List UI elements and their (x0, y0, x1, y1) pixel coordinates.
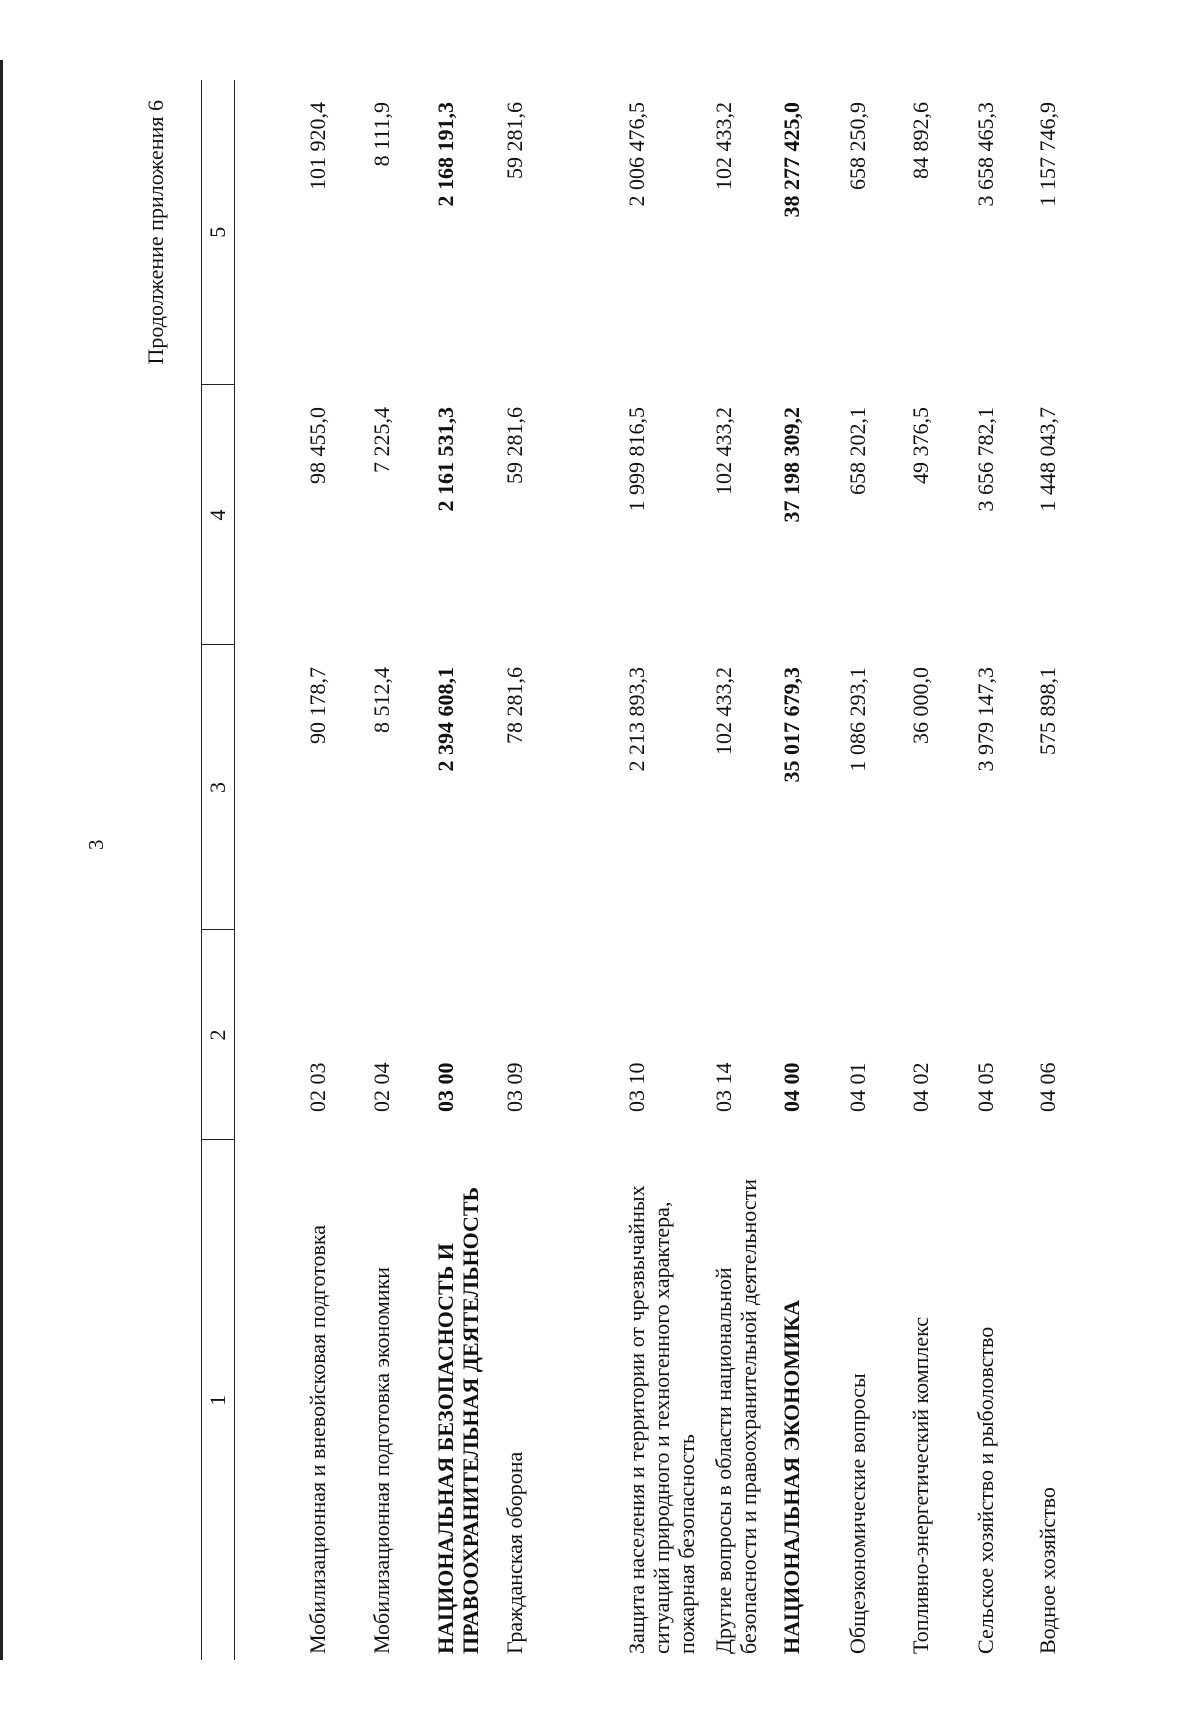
row-value-3: 2 394 608,1 (433, 667, 458, 772)
row-code: 03 09 (502, 1062, 527, 1112)
row-value-5: 38 277 425,0 (779, 102, 804, 218)
row-code: 04 00 (779, 1062, 804, 1112)
row-name: Гражданская оборона (502, 1451, 527, 1654)
column-header-2: 2 (202, 930, 235, 1140)
row-value-5: 8 111,9 (369, 102, 394, 167)
row-value-3: 36 000,0 (908, 667, 933, 744)
row-value-4: 102 433,2 (711, 407, 736, 495)
row-value-3: 90 178,7 (305, 667, 330, 744)
row-name: Общеэкономические вопросы (845, 1373, 870, 1654)
row-value-5: 3 658 465,3 (973, 102, 998, 207)
row-value-3: 575 898,1 (1035, 667, 1060, 755)
table-row (705, 80, 773, 1660)
row-value-4: 59 281,6 (502, 407, 527, 484)
row-value-4: 49 376,5 (908, 407, 933, 484)
row-value-5: 59 281,6 (502, 102, 527, 179)
row-value-4: 1 999 816,5 (624, 407, 649, 512)
table-row (363, 80, 427, 1660)
column-header-1: 1 (202, 1140, 235, 1660)
row-value-3: 2 213 893,3 (624, 667, 649, 772)
column-header-4: 4 (202, 385, 235, 645)
row-value-3: 102 433,2 (711, 667, 736, 755)
table-row (773, 80, 839, 1660)
row-value-5: 2 006 476,5 (624, 102, 649, 207)
continuation-label: Продолжение приложения 6 (143, 100, 168, 365)
table-row (496, 80, 618, 1660)
row-value-3: 8 512,4 (369, 667, 394, 733)
table-row (427, 80, 496, 1660)
row-code: 04 02 (908, 1062, 933, 1112)
row-value-4: 37 198 309,2 (779, 407, 804, 523)
row-value-4: 1 448 043,7 (1035, 407, 1060, 512)
row-value-3: 78 281,6 (502, 667, 527, 744)
row-name: Сельское хозяйство и рыболовство (973, 1326, 998, 1654)
row-value-5: 658 250,9 (845, 102, 870, 190)
row-value-4: 2 161 531,3 (433, 407, 458, 512)
table-row (235, 80, 300, 1660)
table-row (618, 80, 705, 1660)
table-row (839, 80, 902, 1660)
row-code: 04 05 (973, 1062, 998, 1112)
row-code: 02 04 (369, 1062, 394, 1112)
header-row (202, 80, 235, 1660)
row-name: НАЦИОНАЛЬНАЯ ЭКОНОМИКА (779, 1299, 804, 1654)
rotated-page (141, 80, 1060, 1660)
row-value-5: 102 433,2 (711, 102, 736, 190)
row-code: 02 03 (305, 1062, 330, 1112)
table-row (902, 80, 967, 1660)
scan-edge (0, 60, 3, 1660)
row-name: Топливно-энергетический комплекс (908, 1316, 933, 1654)
row-value-5: 101 920,4 (305, 102, 330, 190)
row-name: Мобилизационная и вневойсковая подготовка (305, 1224, 330, 1654)
row-value-4: 3 656 782,1 (973, 407, 998, 512)
row-value-5: 84 892,6 (908, 102, 933, 179)
row-code: 03 00 (433, 1062, 458, 1112)
row-name: Водное хозяйство (1035, 1487, 1060, 1654)
row-name: Защита населения и территории от чрезвычайных ситуаций природного и техногенного характера, пожарная безопасность (624, 1185, 699, 1654)
column-header-5: 5 (202, 80, 235, 385)
row-name: Мобилизационная подготовка экономики (369, 1266, 394, 1654)
row-code: 03 14 (711, 1062, 736, 1112)
row-value-5: 1 157 746,9 (1035, 102, 1060, 207)
table-row (1029, 80, 1091, 1660)
row-code: 03 10 (624, 1062, 649, 1112)
budget-table (201, 80, 1091, 1660)
row-name: НАЦИОНАЛЬНАЯ БЕЗОПАСНОСТЬ И ПРАВООХРАНИТЕЛЬНАЯ ДЕЯТЕЛЬНОСТЬ (433, 1186, 483, 1654)
row-value-3: 1 086 293,1 (845, 667, 870, 772)
row-value-4: 7 225,4 (369, 407, 394, 473)
row-code: 04 06 (1035, 1062, 1060, 1112)
table-row (299, 80, 363, 1660)
table-row (967, 80, 1029, 1660)
row-name: Другие вопросы в области национальной безопасности и правоохранительной деятельности (711, 1179, 761, 1654)
row-value-4: 98 455,0 (305, 407, 330, 484)
column-header-3: 3 (202, 645, 235, 930)
row-value-4: 658 202,1 (845, 407, 870, 495)
row-code: 04 01 (845, 1062, 870, 1112)
row-value-5: 2 168 191,3 (433, 102, 458, 207)
row-value-3: 3 979 147,3 (973, 667, 998, 772)
row-value-3: 35 017 679,3 (779, 667, 804, 783)
page-number: 3 (84, 839, 108, 850)
